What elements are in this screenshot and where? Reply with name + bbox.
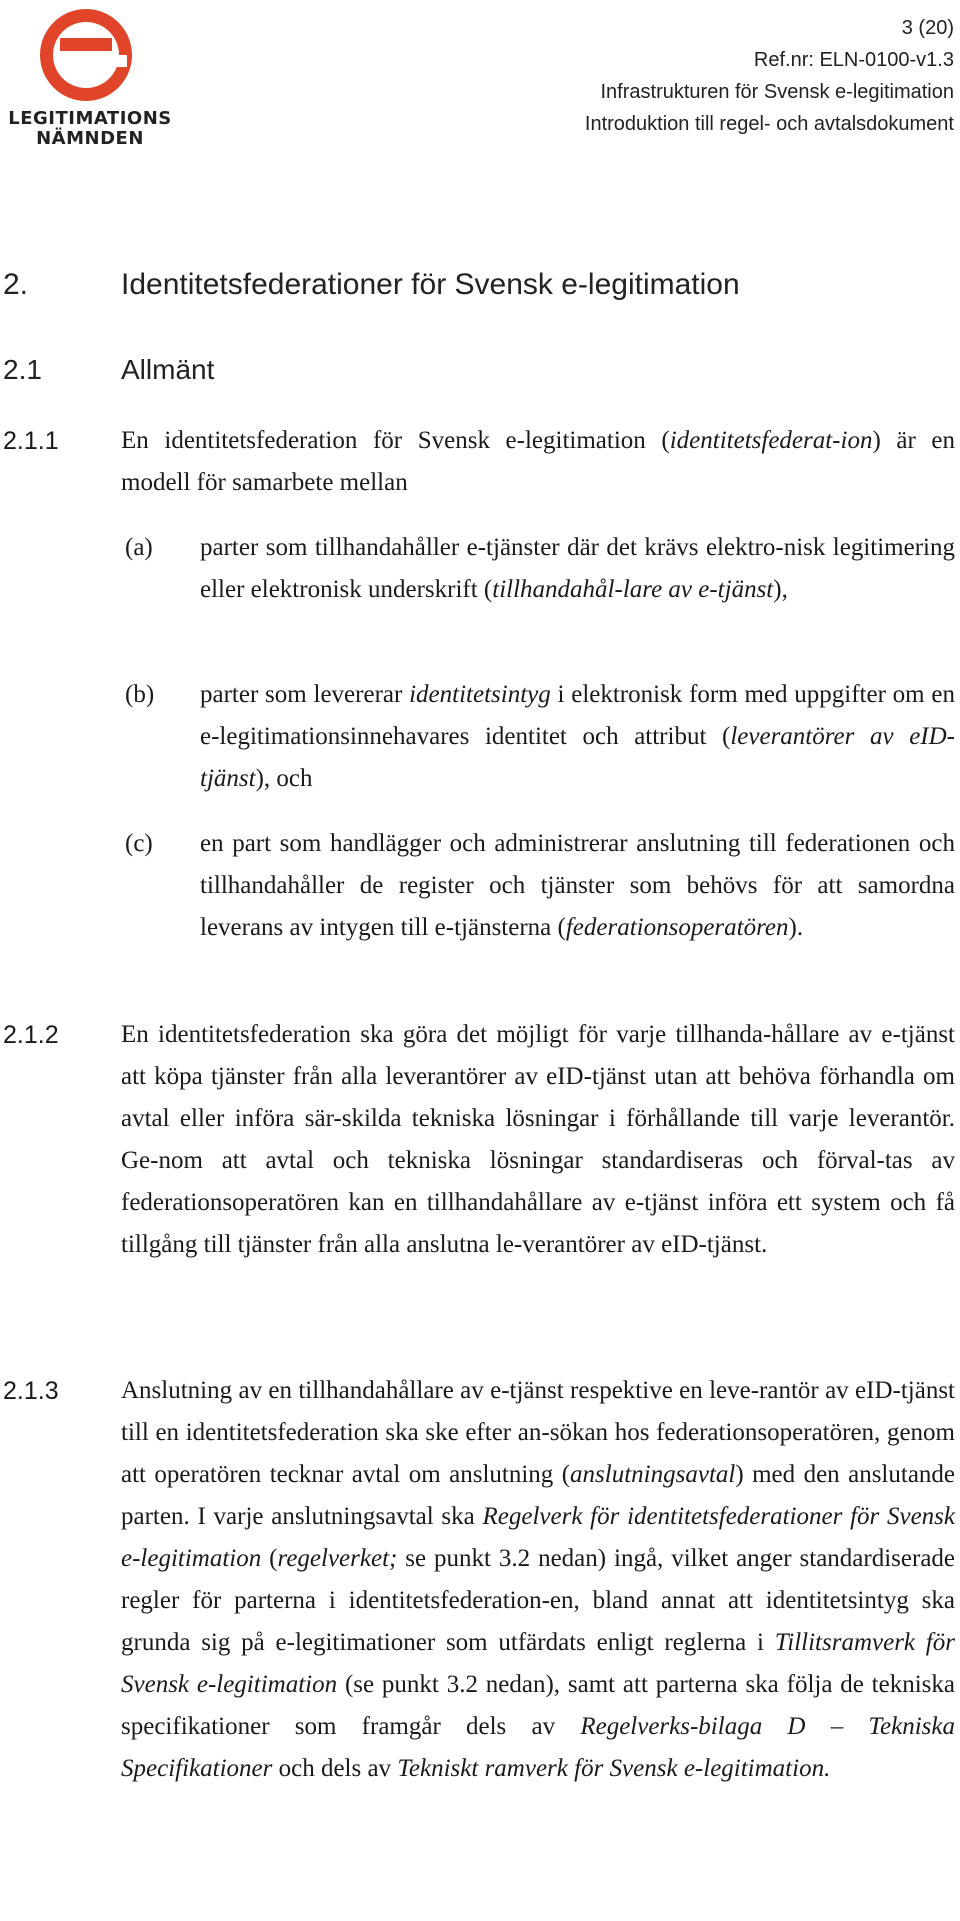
text-run: en part som handlägger och administrerar anslutning till federationen och tillhandahåller de register och tjänster som behövs för att samordna leverans av intygen till e-tjänsterna ( [200, 830, 955, 941]
list-item-b [0, 674, 960, 800]
paragraph-body [121, 1370, 955, 1790]
paragraph-2-1-1 [0, 420, 960, 504]
text-run: se punkt 3.2 nedan) ingå, vilket anger standardiserade regler för parterna i identitetsfederation-en, bland annat att identitetsintyg ska grunda sig på e-legitimationer som utfärdats enligt reglerna i [121, 1545, 956, 1656]
text-run: En identitetsfederation för Svensk e-legitimation ( [121, 427, 670, 454]
subsection-number: 2.1 [3, 354, 42, 385]
text-run: i elektronisk form med uppgifter om en e-legitimationsinnehavares identitet och attribut ( [200, 681, 955, 750]
logo [0, 0, 180, 160]
text-run-italic: Tekniskt ramverk för Svensk e-legitimation. [397, 1755, 831, 1782]
logo-e-icon [0, 0, 180, 110]
header-subtitle: Introduktion till regel- och avtalsdokument [584, 113, 954, 135]
text-run: ( [261, 1545, 278, 1572]
text-run-italic: anslutningsavtal [570, 1461, 736, 1488]
text-run-italic: identitetsfederat-ion [669, 427, 873, 454]
list-item-body [200, 674, 955, 800]
text-run-italic: identitetsintyg [409, 681, 551, 708]
list-item-label: (c) [125, 830, 153, 857]
paragraph-body [121, 420, 955, 504]
list-item-body [200, 823, 955, 949]
text-run-italic: Regelverk för identitetsfederationer för Svensk e-legitimation [121, 1503, 956, 1572]
subsection-title: Allmänt [121, 354, 215, 385]
paragraph-2-1-2 [0, 1014, 960, 1266]
text-run: (se punkt 3.2 nedan), samt att parterna ska följa de tekniska specifikationer som framgår dels av [121, 1671, 955, 1740]
text-run: parter som levererar [200, 681, 410, 708]
logo-text-line1: LEGITIMATIONS [8, 108, 172, 129]
reference-number: Ref.nr: ELN-0100-v1.3 [753, 49, 954, 71]
list-item-label: (b) [125, 681, 155, 708]
header-title: Infrastrukturen för Svensk e-legitimation [600, 81, 954, 103]
text-run: ) med den anslutande parten. I varje anslutningsavtal ska [121, 1461, 956, 1530]
list-item-a [0, 527, 960, 611]
text-run: ) är en modell för samarbete mellan [121, 427, 956, 496]
paragraph-number: 2.1.3 [3, 1377, 59, 1405]
paragraph-body: En identitetsfederation ska göra det möjligt för varje tillhanda-hållare av e-tjänst att köpa tjänster från alla leverantörer av eID-tjänst utan att behöva förhandla om avtal eller införa sär-skilda tekniska lösningar i förhållande till varje leverantör. Ge-nom att avtal och tekniska lösningar standardiseras och förval-tas av federationsoperatören kan en tillhandahållare av e-tjänst införa ett system och få tillgång till tjänster från alla anslutna le-verantörer av eID-tjänst. [121, 1021, 955, 1258]
text-run: ). [788, 914, 804, 941]
list-item-c [0, 823, 960, 949]
text-run-italic: Regelverks-bilaga D – Tekniska Specifikationer [121, 1713, 956, 1782]
paragraph-2-1-3 [0, 1370, 960, 1790]
text-run-italic: federationsoperatören [565, 914, 789, 941]
paragraph-number: 2.1.2 [3, 1021, 59, 1049]
text-run-italic: regelverket; [277, 1545, 398, 1572]
text-run-italic: Tillitsramverk för Svensk e-legitimation [121, 1629, 955, 1698]
section-number: 2. [3, 268, 29, 301]
text-run: ), [773, 576, 788, 603]
list-item-body [200, 527, 955, 611]
text-run: Anslutning av en tillhandahållare av e-tjänst respektive en leve-rantör av eID-tjänst till en identitetsfederation ska ske efter an-sökan hos federationsoperatören, genom att operatören tecknar avtal om anslutning ( [121, 1377, 955, 1488]
list-item-label: (a) [125, 534, 153, 561]
text-run-italic: leverantörer av eID-tjänst [200, 723, 955, 792]
page-header [434, 12, 954, 140]
text-run-italic: tillhandahål-lare av e-tjänst [492, 576, 774, 603]
section-title: Identitetsfederationer för Svensk e-legitimation [121, 268, 740, 301]
logo-text-line2: NÄMNDEN [36, 128, 144, 149]
text-run: parter som tillhandahåller e-tjänster där det krävs elektro-nisk legitimering eller elektronisk underskrift ( [200, 534, 955, 603]
paragraph-number: 2.1.1 [3, 427, 59, 455]
text-run: ), och [255, 765, 313, 792]
page-number: 3 (20) [901, 17, 954, 39]
text-run: och dels av [272, 1755, 398, 1782]
